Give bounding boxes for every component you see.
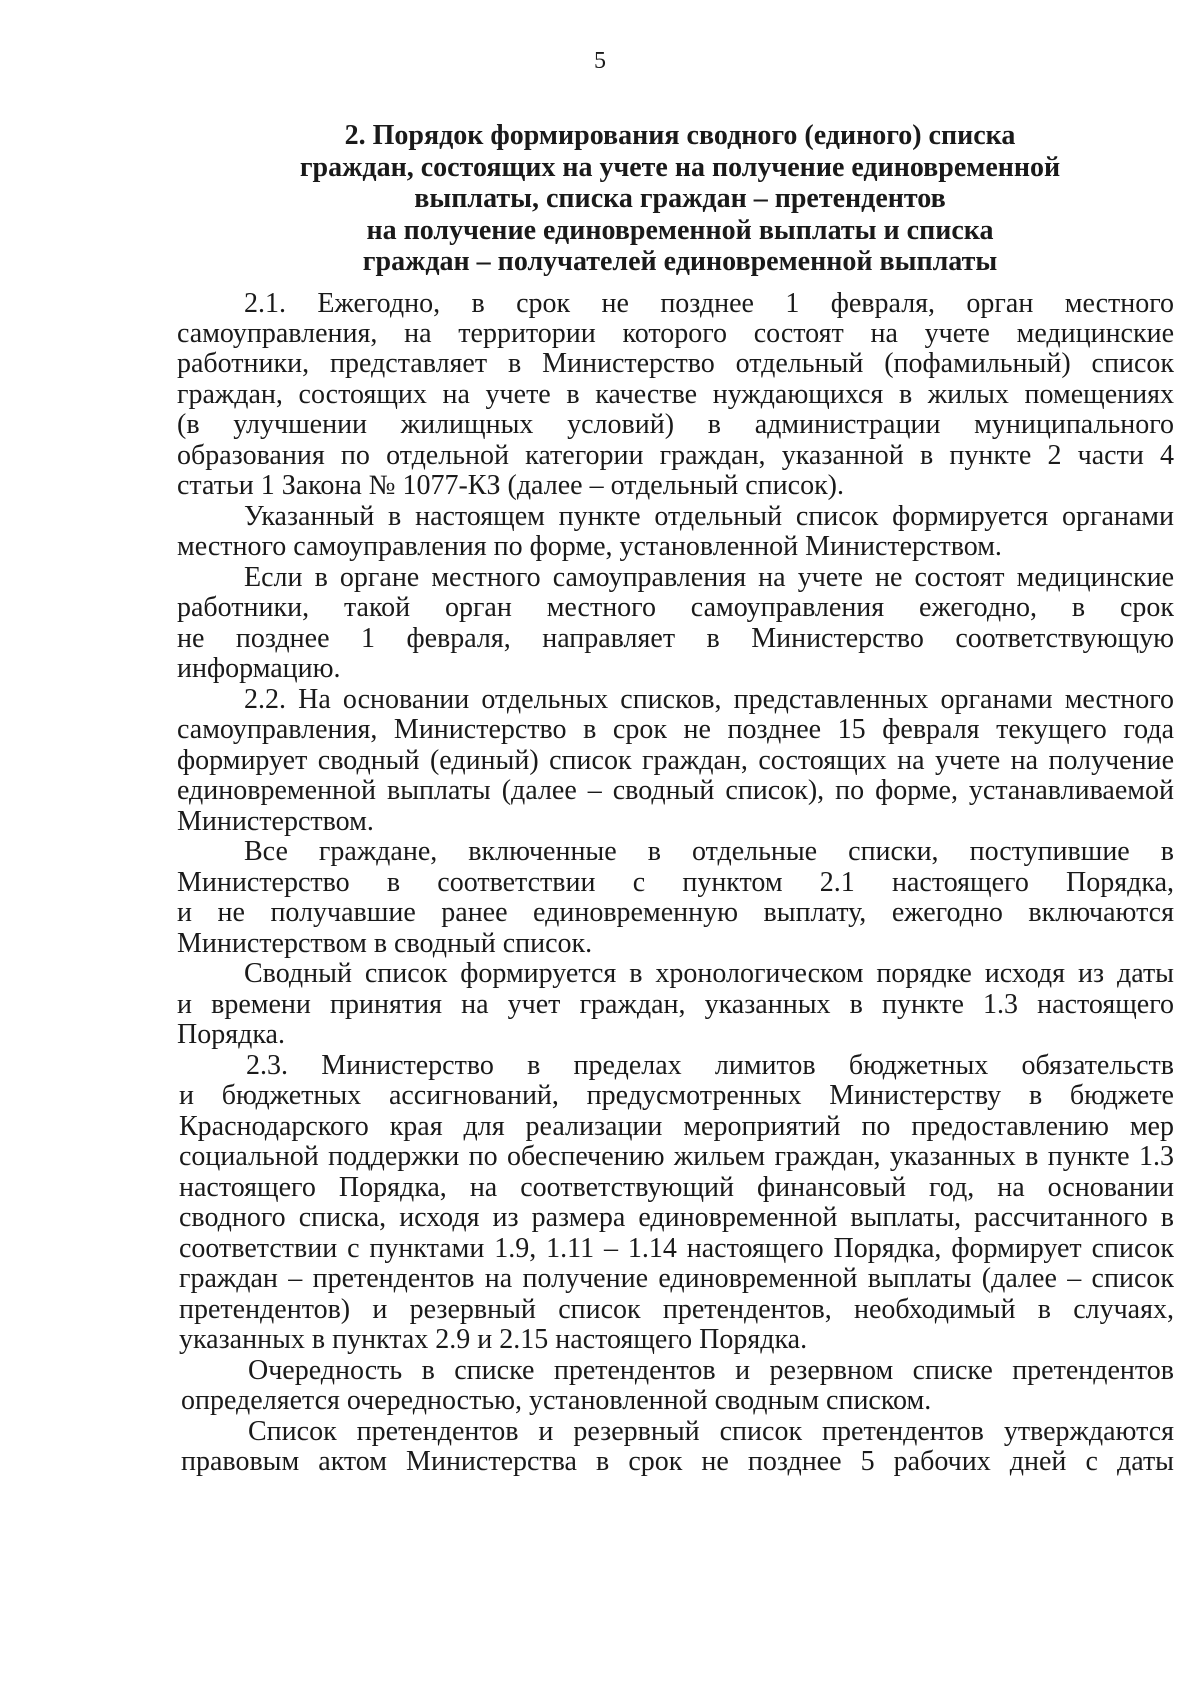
text-line: Министерством в сводный список. — [177, 928, 593, 959]
text-line: правовым актом Министерства в срок не позднее 5 рабочих дней с даты — [181, 1446, 1174, 1477]
text-line: статьи 1 Закона № 1077-КЗ (далее – отдельный список). — [177, 470, 845, 501]
text-line: образования по отдельной категории граждан, указанной в пункте 2 части 4 — [177, 440, 1174, 471]
text-line: Все граждане, включенные в отдельные списки, поступившие в — [244, 836, 1174, 867]
text-line: Краснодарского края для реализации мероприятий по предоставлению мер — [179, 1111, 1174, 1142]
text-line: и не получавшие ранее единовременную выплату, ежегодно включаются — [177, 897, 1174, 928]
text-line: Порядка. — [177, 1019, 285, 1050]
text-line: претендентов) и резервный список претендентов, необходимый в случаях, — [179, 1294, 1174, 1325]
text-line: Сводный список формируется в хронологическом порядке исходя из даты — [244, 958, 1174, 989]
text-line: местного самоуправления по форме, установленной Министерством. — [177, 531, 1002, 562]
text-line: Очередность в списке претендентов и резервном списке претендентов — [248, 1355, 1174, 1386]
text-line: единовременной выплаты (далее – сводный список), по форме, устанавливаемой — [177, 775, 1174, 806]
text-line: указанных в пунктах 2.9 и 2.15 настоящего Порядка. — [179, 1324, 808, 1355]
text-line: самоуправления, Министерство в срок не позднее 15 февраля текущего года — [177, 714, 1174, 745]
heading-line: выплаты, списка граждан – претендентов — [414, 183, 946, 214]
text-line: социальной поддержки по обеспечению жильем граждан, указанных в пункте 1.3 — [179, 1141, 1174, 1172]
text-line: Если в органе местного самоуправления на учете не состоят медицинские — [244, 562, 1174, 593]
heading-line: 2. Порядок формирования сводного (единого) списка — [344, 120, 1016, 151]
text-line: работники, представляет в Министерство отдельный (пофамильный) список — [177, 348, 1174, 379]
text-line: Министерство в соответствии с пунктом 2.1 настоящего Порядка, — [177, 867, 1174, 898]
text-line: самоуправления, на территории которого состоят на учете медицинские — [177, 318, 1174, 349]
text-line: 2.3. Министерство в пределах лимитов бюджетных обязательств — [246, 1050, 1174, 1081]
text-line: настоящего Порядка, на соответствующий финансовый год, на основании — [179, 1172, 1174, 1203]
text-line: и бюджетных ассигнований, предусмотренных Министерству в бюджете — [179, 1080, 1174, 1111]
text-line: 2.1. Ежегодно, в срок не позднее 1 февраля, орган местного — [244, 288, 1174, 319]
text-line: информацию. — [177, 653, 341, 684]
text-line: и времени принятия на учет граждан, указанных в пункте 1.3 настоящего — [177, 989, 1174, 1020]
section-heading — [200, 120, 1160, 278]
heading-line: граждан – получателей единовременной выплаты — [362, 246, 998, 277]
heading-line: граждан, состоящих на учете на получение единовременной — [299, 151, 1061, 183]
text-line: граждан, состоящих на учете в качестве нуждающихся в жилых помещениях — [177, 379, 1174, 410]
text-line: работники, такой орган местного самоуправления ежегодно, в срок — [177, 592, 1174, 623]
text-line: Министерством. — [177, 806, 374, 837]
text-line: Указанный в настоящем пункте отдельный список формируется органами — [244, 501, 1174, 532]
text-line: не позднее 1 февраля, направляет в Министерство соответствующую — [177, 623, 1174, 654]
text-line: формирует сводный (единый) список граждан, состоящих на учете на получение — [177, 745, 1174, 776]
text-line: 2.2. На основании отдельных списков, представленных органами местного — [244, 684, 1174, 715]
text-line: (в улучшении жилищных условий) в администрации муниципального — [177, 409, 1174, 440]
text-line: определяется очередностью, установленной сводным списком. — [181, 1385, 932, 1416]
text-line: сводного списка, исходя из размера единовременной выплаты, рассчитанного в — [179, 1202, 1174, 1233]
text-line: Список претендентов и резервный список претендентов утверждаются — [248, 1416, 1174, 1447]
heading-line: на получение единовременной выплаты и списка — [366, 214, 994, 246]
text-line: соответствии с пунктами 1.9, 1.11 – 1.14 настоящего Порядка, формирует список — [179, 1233, 1174, 1264]
text-line: граждан – претендентов на получение единовременной выплаты (далее – список — [179, 1263, 1174, 1294]
page-number: 5 — [594, 48, 606, 74]
